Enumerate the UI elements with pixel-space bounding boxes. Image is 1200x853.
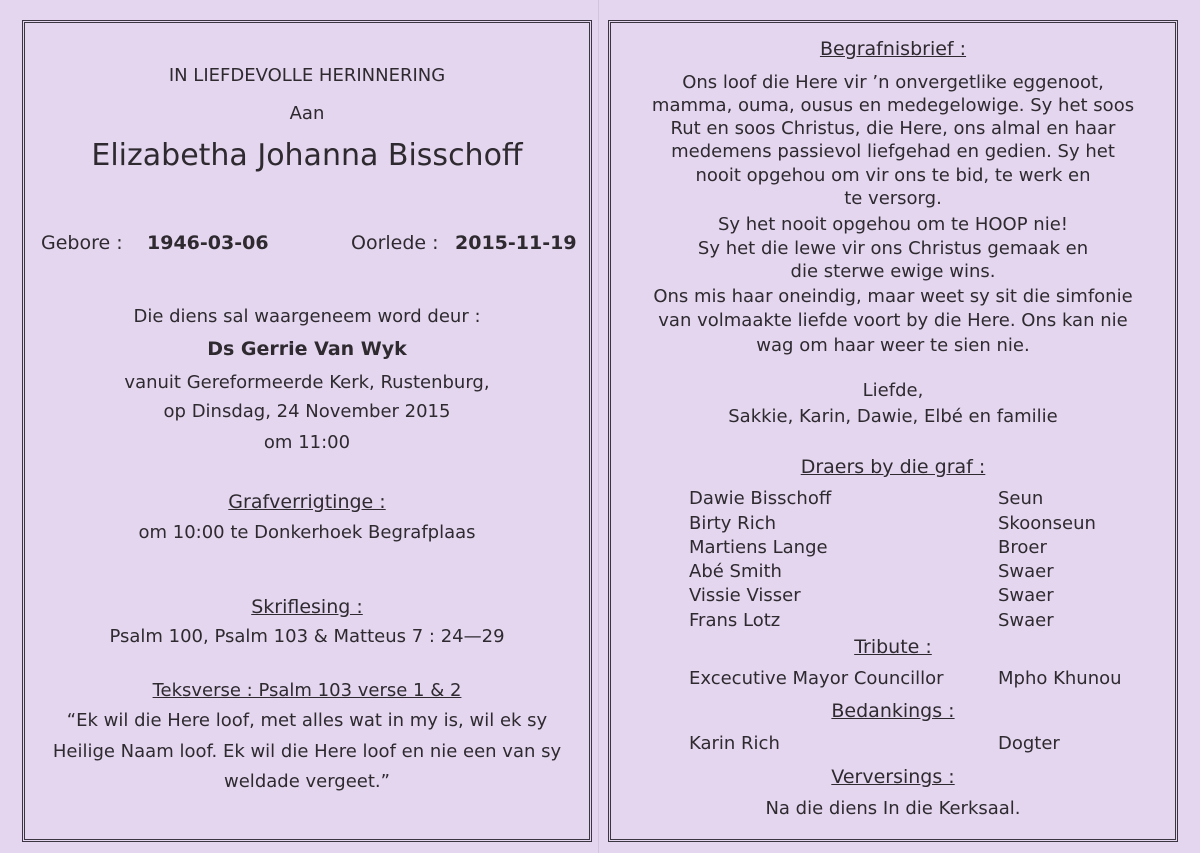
letter-line: Sy het nooit opgehou om te HOOP nie! (717, 214, 1069, 235)
letter-heading: Begrafnisbrief : (819, 38, 967, 60)
bearer-relation: Swaer (998, 585, 1054, 606)
bearer-name: Vissie Visser (689, 585, 801, 606)
verse-line: “Ek wil die Here loof, met alles wat in my is, wil ek sy (66, 710, 548, 731)
church-line: vanuit Gereformeerde Kerk, Rustenburg, (124, 372, 490, 393)
letter-line: te versorg. (844, 188, 942, 209)
burial-text: om 10:00 te Donkerhoek Begrafplaas (138, 522, 476, 543)
verse-line: Heilige Naam loof. Ek wil die Here loof en nie een van sy (52, 741, 562, 762)
bearers-heading: Draers by die graf : (800, 456, 986, 478)
date-line: op Dinsdag, 24 November 2015 (163, 401, 451, 422)
letter-line: wag om haar weer te sien nie. (756, 335, 1030, 356)
bearer-relation: Swaer (998, 561, 1054, 582)
love-line: Liefde, (862, 380, 924, 401)
thanks-name: Karin Rich (689, 733, 780, 754)
bearer-name: Birty Rich (689, 513, 776, 534)
tribute-heading: Tribute : (854, 636, 932, 658)
refresh-text: Na die diens In die Kerksaal. (765, 798, 1021, 819)
right-panel (608, 20, 1178, 842)
letter-line: Sy het die lewe vir ons Christus gemaak en (697, 238, 1089, 259)
reading-heading: Skriflesing : (251, 596, 363, 618)
time-line: om 11:00 (263, 432, 351, 453)
minister-name: Ds Gerrie Van Wyk (207, 338, 407, 360)
bearer-relation: Swaer (998, 610, 1054, 631)
letter-line: Ons loof die Here vir ’n onvergetlike eggenoot, (682, 72, 1104, 93)
born-label: Gebore : (41, 232, 123, 254)
bearer-relation: Broer (998, 537, 1047, 558)
verse-line: weldade vergeet.” (224, 771, 390, 792)
thanks-relation: Dogter (998, 733, 1060, 754)
burial-heading: Grafverrigtinge : (228, 491, 386, 513)
letter-line: Ons mis haar oneindig, maar weet sy sit die simfonie (653, 286, 1133, 307)
reading-text: Psalm 100, Psalm 103 & Matteus 7 : 24—29 (109, 626, 505, 647)
tribute-name: Excecutive Mayor Councillor (689, 668, 944, 689)
service-intro: Die diens sal waargeneem word deur : (133, 306, 481, 327)
bearer-relation: Seun (998, 488, 1044, 509)
bearer-relation: Skoonseun (998, 513, 1096, 534)
letter-line: mamma, ouma, ousus en medegelowige. Sy het soos (651, 95, 1135, 116)
died-label: Oorlede : (351, 232, 439, 254)
bearer-name: Dawie Bisschoff (689, 488, 832, 509)
bearer-name: Martiens Lange (689, 537, 828, 558)
born-date: 1946-03-06 (147, 232, 269, 254)
to-label: Aan (289, 103, 325, 124)
letter-line: van volmaakte liefde voort by die Here. Ons kan nie (658, 310, 1128, 331)
thanks-heading: Bedankings : (831, 700, 955, 722)
died-date: 2015-11-19 (455, 232, 577, 254)
letter-line: die sterwe ewige wins. (790, 261, 996, 282)
bearer-name: Abé Smith (689, 561, 782, 582)
letter-line: medemens passievol liefgehad en gedien. Sy het (671, 141, 1115, 162)
refresh-heading: Verversings : (831, 766, 955, 788)
deceased-name: Elizabetha Johanna Bisschoff (91, 138, 523, 173)
memory-line: IN LIEFDEVOLLE HERINNERING (168, 65, 446, 86)
text-heading: Teksverse : Psalm 103 verse 1 & 2 (152, 680, 462, 701)
fold-line (598, 0, 599, 853)
bearer-name: Frans Lotz (689, 610, 781, 631)
tribute-person: Mpho Khunou (998, 668, 1122, 689)
family-line: Sakkie, Karin, Dawie, Elbé en familie (728, 406, 1058, 427)
letter-line: Rut en soos Christus, die Here, ons almal en haar (670, 118, 1116, 139)
left-panel (22, 20, 592, 842)
letter-line: nooit opgehou om vir ons te bid, te werk en (695, 165, 1091, 186)
